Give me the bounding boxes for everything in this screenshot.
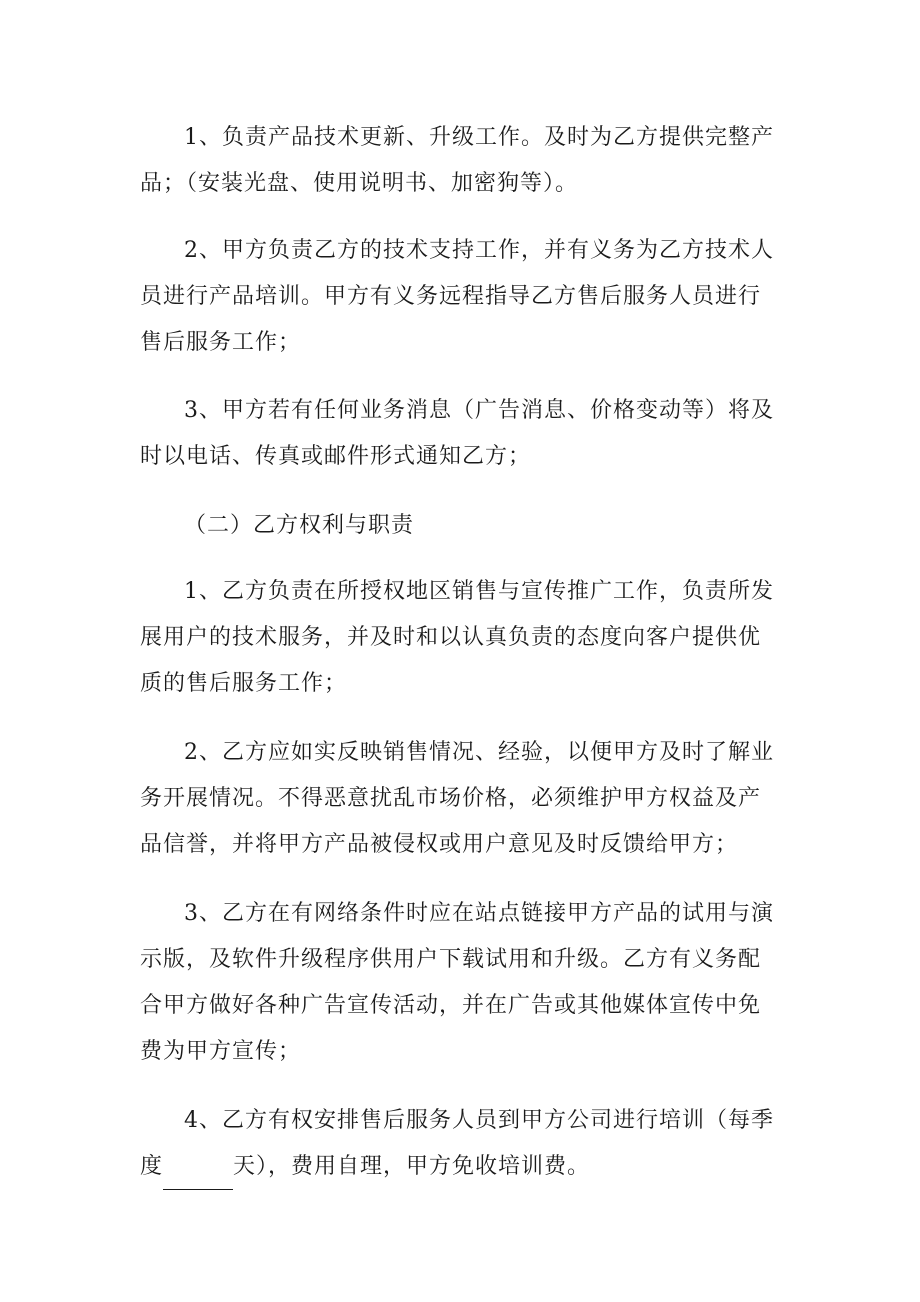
text-line: 售后服务工作； — [140, 330, 302, 355]
text-line: 1、乙方负责在所授权地区销售与宣传推广工作，负责所发 — [184, 579, 774, 604]
text-fragment: 天），费用自理，甲方免收培训费。 — [233, 1154, 591, 1179]
text-line: 品；（安装光盘、使用说明书、加密狗等）。 — [140, 171, 579, 196]
text-line: 品信誉，并将甲方产品被侵权或用户意见及时反馈给甲方； — [140, 832, 739, 857]
fill-in-blank-days — [163, 1161, 233, 1190]
text-line: 2、乙方应如实反映销售情况、经验，以便甲方及时了解业 — [184, 740, 774, 765]
paragraph-party-b-duty-1 — [140, 569, 780, 707]
text-line: 3、乙方在有网络条件时应在站点链接甲方产品的试用与演 — [184, 901, 774, 926]
text-line: 费为甲方宣传； — [140, 1039, 302, 1064]
paragraph-party-b-duty-2 — [140, 730, 780, 868]
text-line: 合甲方做好各种广告宣传活动，并在广告或其他媒体宣传中免 — [140, 993, 762, 1018]
text-line: 质的售后服务工作； — [140, 671, 348, 696]
paragraph-party-a-duty-3 — [140, 388, 780, 480]
text-line: 3、甲方若有任何业务消息（广告消息、价格变动等）将及 — [184, 398, 774, 423]
text-line: 员进行产品培训。甲方有义务远程指导乙方售后服务人员进行 — [140, 284, 762, 309]
text-line: 时以电话、传真或邮件形式通知乙方； — [140, 444, 532, 469]
text-line: 示版，及软件升级程序供用户下载试用和升级。乙方有义务配 — [140, 947, 762, 972]
text-line: 4、乙方有权安排售后服务人员到甲方公司进行培训（每季 — [184, 1108, 774, 1133]
text-line: 展用户的技术服务，并及时和以认真负责的态度向客户提供优 — [140, 625, 762, 650]
paragraph-party-b-duty-3 — [140, 891, 780, 1075]
paragraph-party-b-duty-4 — [140, 1098, 780, 1190]
text-line — [140, 1144, 780, 1190]
text-line: 2、甲方负责乙方的技术支持工作，并有义务为乙方技术人 — [184, 238, 774, 263]
section-heading-party-b: （二）乙方权利与职责 — [184, 513, 415, 538]
text-fragment: 度 — [140, 1154, 164, 1179]
text-line: 1、负责产品技术更新、升级工作。及时为乙方提供完整产 — [184, 125, 774, 150]
paragraph-party-a-duty-1 — [140, 115, 780, 207]
text-line: 务开展情况。不得恶意扰乱市场价格，必须维护甲方权益及产 — [140, 786, 762, 811]
paragraph-party-a-duty-2 — [140, 228, 780, 366]
